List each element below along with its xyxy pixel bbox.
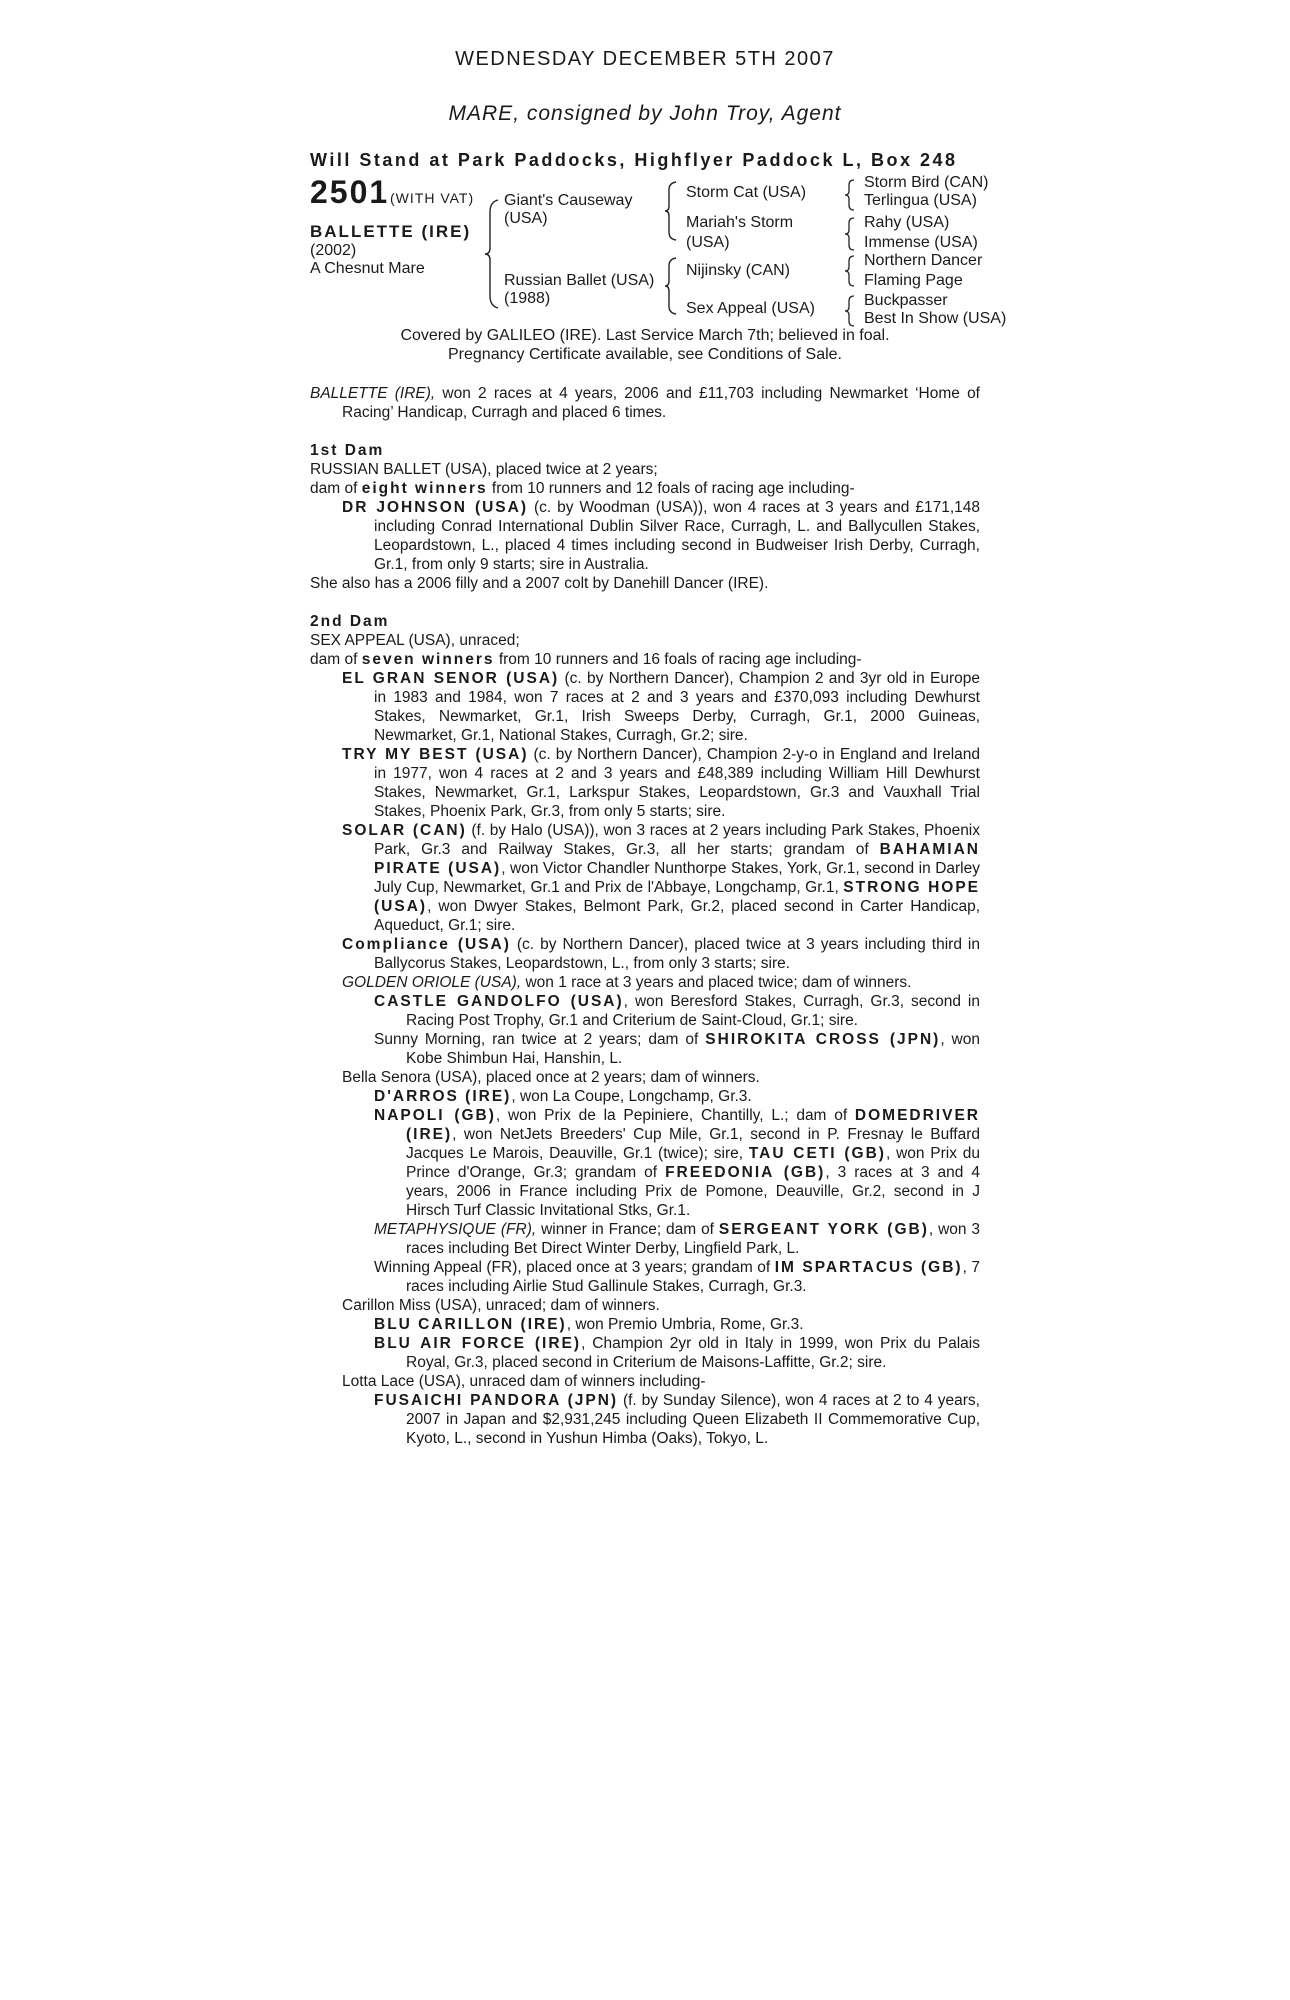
pedigree-brace-sd [844, 216, 856, 252]
castle-gandolfo-text: , won Beresford Stakes, Curragh, Gr.3, second in Racing Post Trophy, Gr.1 and Criterium de Saint-Cloud, Gr.1; sire. [406, 993, 980, 1029]
blu-air-force-entry [310, 1334, 980, 1372]
covered-line1: Covered by GALILEO (IRE). Last Service March 7th; believed in foal. [400, 327, 890, 344]
sunny-morning-entry [310, 1030, 980, 1068]
metaphysique-text-1: winner in France; dam of [536, 1221, 719, 1238]
pedigree-brace-sire [664, 180, 678, 242]
el-gran-senor-entry [310, 669, 980, 745]
second-dam-line1: SEX APPEAL (USA), unraced; [310, 632, 520, 649]
winning-appeal-text-2: , 7 races including Airlie Stud Gallinule Stakes, Curragh, Gr.3. [406, 1259, 981, 1295]
dr-johnson-entry [310, 498, 980, 574]
solar-text-1: (f. by Halo (USA)), won 3 races at 2 years including Park Stakes, Phoenix Park, Gr.3 and Railway Stakes, Gr.3, all her starts; grandam of [374, 822, 981, 858]
try-my-best-entry [310, 745, 980, 821]
sergeant-york-name: SERGEANT YORK (GB) [718, 1221, 929, 1238]
blu-air-force-name: BLU AIR FORCE (IRE) [374, 1335, 582, 1352]
pedigree-dam-year: (1988) [504, 290, 551, 307]
pedigree-sire-dam-line1: Mariah's Storm [686, 214, 794, 231]
darros-name: D'ARROS (IRE) [374, 1088, 512, 1105]
napoli-text-2: , won NetJets Breeders' Cup Mile, Gr.1, second in P. Fresnay le Buffard Jacques Le Marois, Deauville, Gr.1 (twice); sire, [406, 1126, 980, 1162]
second-dam-line2 [310, 650, 980, 669]
race-record-text: won 2 races at 4 years, 2006 and £11,703 including Newmarket ‘Home of Racing’ Handicap, Curragh and placed 6 times. [342, 385, 980, 421]
strong-hope-name: STRONG HOPE (USA) [374, 879, 980, 915]
horse-name: BALLETTE (IRE) [310, 222, 472, 241]
pedigree-dss: Northern Dancer [864, 252, 983, 269]
pedigree-brace-main [484, 198, 500, 310]
vat-note: (WITH VAT) [390, 190, 475, 206]
solar-entry [310, 821, 980, 935]
im-spartacus-name: IM SPARTACUS (GB) [774, 1259, 963, 1276]
domedriver-name: DOMEDRIVER (IRE) [406, 1107, 980, 1143]
fusaichi-pandora-text: (f. by Sunday Silence), won 4 races at 2 to 4 years, 2007 in Japan and $2,931,245 including Queen Elizabeth II Commemorative Cup, Kyoto, L., second in Yushun Himba (Oaks), Tokyo, L. [406, 1392, 980, 1447]
napoli-entry [310, 1106, 980, 1220]
metaphysique-entry [310, 1220, 980, 1258]
dr-johnson-text: (c. by Woodman (USA)), won 4 races at 3 years and £171,148 including Conrad International Dublin Silver Race, Curragh, L. and Ballycullen Stakes, Leopardstown, L., placed 4 times including second in Budweiser Irish Derby, Curragh, Gr.1, from only 9 starts; sire in Australia. [374, 499, 980, 573]
pedigree-sire: Giant's Causeway [504, 192, 633, 209]
covered-line2: Pregnancy Certificate available, see Conditions of Sale. [448, 346, 842, 363]
pedigree-dds: Buckpasser [864, 292, 948, 309]
darros-text: , won La Coupe, Longchamp, Gr.3. [511, 1088, 752, 1105]
compliance-entry [310, 935, 980, 973]
pedigree-sire-dam-line2: (USA) [686, 234, 730, 251]
second-dam-winners: seven winners [361, 651, 495, 668]
pedigree-dam-sire: Nijinsky (CAN) [686, 262, 790, 279]
race-record [310, 384, 980, 422]
dr-johnson-name: DR JOHNSON (USA) [342, 499, 528, 516]
pedigree-sire-country: (USA) [504, 210, 548, 227]
shirokita-cross-name: SHIROKITA CROSS (JPN) [705, 1031, 941, 1048]
napoli-text-3: , won Prix du Prince d'Orange, Gr.3; grandam of [406, 1145, 980, 1181]
blu-carillon-entry [310, 1315, 980, 1334]
first-dam-also: She also has a 2006 filly and a 2007 colt by Danehill Dancer (IRE). [310, 575, 769, 592]
pedigree-brace-dd [844, 294, 856, 328]
pedigree-dam: Russian Ballet (USA) [504, 272, 655, 289]
napoli-text-1: , won Prix de la Pepiniere, Chantilly, L.; dam of [495, 1107, 855, 1124]
fusaichi-pandora-name: FUSAICHI PANDORA (JPN) [374, 1392, 619, 1409]
solar-name: SOLAR (CAN) [342, 822, 467, 839]
castle-gandolfo-name: CASTLE GANDOLFO (USA) [374, 993, 624, 1010]
first-dam-line2-a: dam of [310, 480, 362, 497]
bella-senora-entry: Bella Senora (USA), placed once at 2 years; dam of winners. [342, 1069, 760, 1086]
race-record-name: BALLETTE (IRE), [310, 385, 436, 402]
golden-oriole-text: won 1 race at 3 years and placed twice; dam of winners. [521, 974, 912, 991]
winning-appeal-entry [310, 1258, 980, 1296]
metaphysique-name: METAPHYSIQUE (FR), [374, 1221, 537, 1238]
consignment-line: MARE, consigned by John Troy, Agent [448, 102, 842, 125]
solar-text-3: , won Dwyer Stakes, Belmont Park, Gr.2, placed second in Carter Handicap, Aqueduct, Gr.1; sire. [374, 898, 980, 934]
pedigree-sdd: Immense (USA) [864, 234, 978, 251]
lotta-lace-entry: Lotta Lace (USA), unraced dam of winners including- [342, 1373, 706, 1390]
golden-oriole-name: GOLDEN ORIOLE (USA), [342, 974, 522, 991]
napoli-name: NAPOLI (GB) [374, 1107, 496, 1124]
napoli-text-4: , 3 races at 3 and 4 years, 2006 in France including Prix de Pomone, Deauville, Gr.2, second in J Hirsch Turf Classic Invitational Stks, Gr.1. [406, 1164, 981, 1219]
catalogue-body [310, 384, 980, 1448]
pedigree-ddd: Best In Show (USA) [864, 310, 1007, 327]
darros-entry [310, 1087, 980, 1106]
fusaichi-pandora-entry [310, 1391, 980, 1448]
castle-gandolfo-entry [310, 992, 980, 1030]
freedonia-name: FREEDONIA (GB) [665, 1164, 826, 1181]
solar-text-2: , won Victor Chandler Nunthorpe Stakes, York, Gr.1, second in Darley July Cup, Newmarket, Gr.1 and Prix de l'Abbaye, Longchamp, Gr.1, [374, 860, 980, 896]
lot-number: 2501 [310, 174, 390, 210]
first-dam-line1: RUSSIAN BALLET (USA), placed twice at 2 years; [310, 461, 658, 478]
sunny-morning-text: Sunny Morning, ran twice at 2 years; dam of [374, 1031, 706, 1048]
winning-appeal-text: Winning Appeal (FR), placed once at 3 years; grandam of [374, 1259, 775, 1276]
pedigree-brace-ds [844, 254, 856, 288]
second-dam-line2-c: from 10 runners and 16 foals of racing age including- [494, 651, 862, 668]
metaphysique-text-2: , won 3 races including Bet Direct Winter Derby, Lingfield Park, L. [406, 1221, 981, 1257]
stand-location: Will Stand at Park Paddocks, Highflyer Paddock L, Box 248 [310, 150, 958, 170]
covered-note [0, 326, 1290, 364]
carillon-miss-entry: Carillon Miss (USA), unraced; dam of winners. [342, 1297, 660, 1314]
first-dam-winners: eight winners [361, 480, 488, 497]
sunny-morning-text-2: , won Kobe Shimbun Hai, Hanshin, L. [406, 1031, 980, 1067]
pedigree-brace-ss [844, 178, 856, 212]
pedigree-sss: Storm Bird (CAN) [864, 174, 989, 191]
blu-air-force-text: , Champion 2yr old in Italy in 1999, won Prix du Palais Royal, Gr.3, placed second in Criterium de Maisons-Laffitte, Gr.2; sire. [406, 1335, 980, 1371]
el-gran-senor-text: (c. by Northern Dancer), Champion 2 and 3yr old in Europe in 1983 and 1984, won 7 races at 2 and 3 years and £370,093 including Dewhurst Stakes, Newmarket, Gr.1, Irish Sweeps Derby, Curragh, Gr.1, 2000 Guineas, Newmarket, Gr.1, National Stakes, Curragh, Gr.2; sire. [374, 670, 980, 744]
second-dam-line2-a: dam of [310, 651, 362, 668]
horse-year: (2002) [310, 242, 357, 259]
pedigree-dsd: Flaming Page [864, 272, 963, 289]
try-my-best-name: TRY MY BEST (USA) [342, 746, 529, 763]
tau-ceti-name: TAU CETI (GB) [748, 1145, 886, 1162]
sale-date: WEDNESDAY DECEMBER 5TH 2007 [455, 48, 835, 70]
blu-carillon-name: BLU CARILLON (IRE) [374, 1316, 567, 1333]
el-gran-senor-name: EL GRAN SENOR (USA) [342, 670, 560, 687]
first-dam-line2 [310, 479, 980, 498]
compliance-text: (c. by Northern Dancer), placed twice at 3 years including third in Ballycorus Stakes, Leopardstown, L., from only 3 starts; sire. [374, 936, 980, 972]
bahamian-pirate-name: BAHAMIAN PIRATE (USA) [374, 841, 980, 877]
compliance-name: Compliance (USA) [342, 936, 511, 953]
pedigree-dam-dam: Sex Appeal (USA) [686, 300, 815, 317]
second-dam-heading: 2nd Dam [310, 613, 390, 630]
pedigree-sds: Rahy (USA) [864, 214, 950, 231]
blu-carillon-text: , won Premio Umbria, Rome, Gr.3. [566, 1316, 804, 1333]
pedigree-sire-sire: Storm Cat (USA) [686, 184, 807, 201]
pedigree-brace-dam [664, 256, 678, 316]
try-my-best-text: (c. by Northern Dancer), Champion 2-y-o in England and Ireland in 1977, won 4 races at 2 and 3 years and £48,389 including William Hill Dewhurst Stakes, Newmarket, Gr.1, Larkspur Stakes, Leopardstown, Gr.3 and Vauxhall Trial Stakes, Phoenix Park, Gr.3, from only 5 starts; sire. [374, 746, 981, 820]
first-dam-heading: 1st Dam [310, 442, 385, 459]
golden-oriole-entry [310, 973, 980, 992]
first-dam-line2-c: from 10 runners and 12 foals of racing age including- [487, 480, 855, 497]
horse-description: A Chesnut Mare [310, 260, 425, 277]
pedigree-ssd: Terlingua (USA) [864, 192, 977, 209]
